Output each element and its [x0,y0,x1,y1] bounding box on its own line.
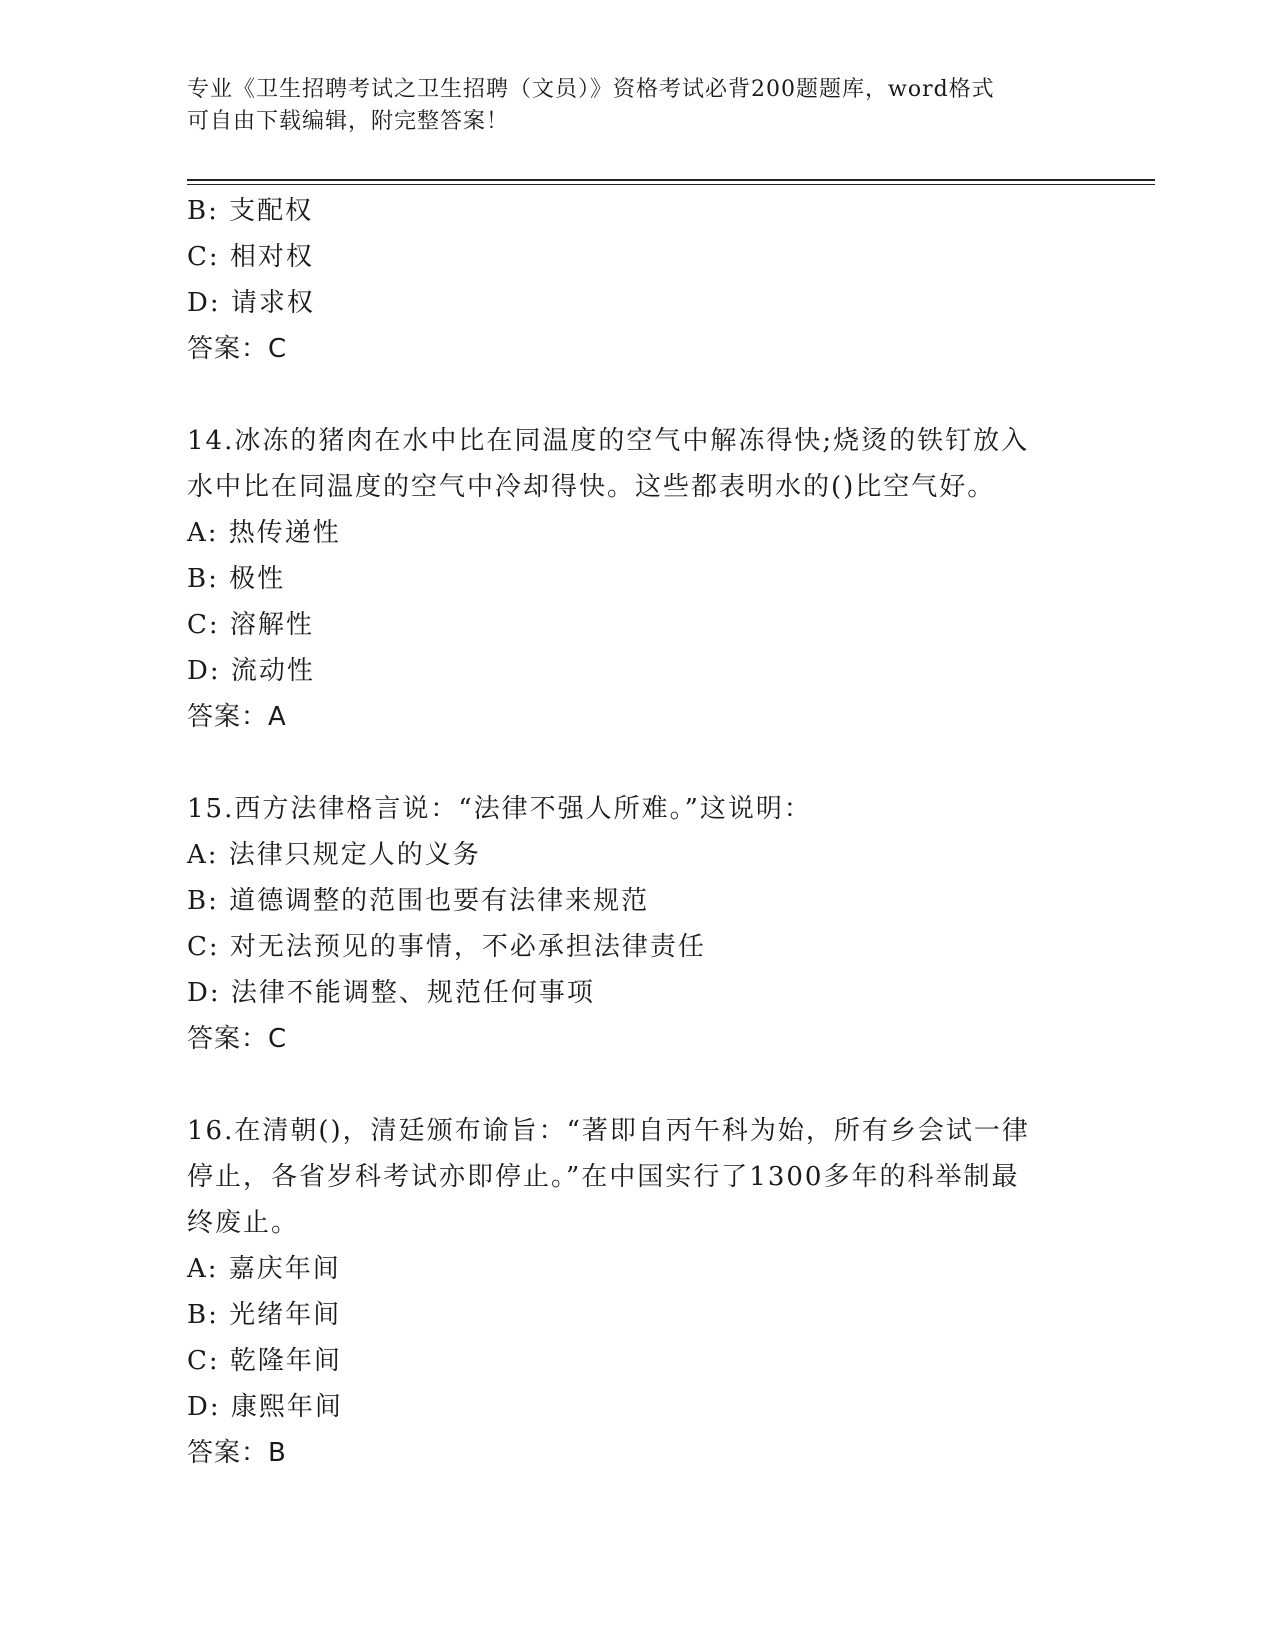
option-b: B: 极性 [187,564,286,594]
question-text-line: 停止，各省岁科考试亦即停止。”在中国实行了1300多年的科举制最 [187,1162,1020,1192]
option-b: B: 支配权 [187,196,314,226]
option-d: D: 请求权 [187,288,315,318]
answer-line: 答案：B [187,1438,287,1468]
header-line-2: 可自由下载编辑，附完整答案！ [187,109,510,134]
question-16 [187,1108,1087,1476]
header-line-1: 专业《卫生招聘考试之卫生招聘（文员）》资格考试必背200题题库，word格式 [187,77,995,102]
option-c: C: 溶解性 [187,610,314,640]
option-c: C: 对无法预见的事情，不必承担法律责任 [187,932,706,962]
answer-line: 答案：C [187,334,288,364]
option-c: C: 相对权 [187,242,314,272]
option-d: D: 康熙年间 [187,1392,343,1422]
question-text-line: 终废止。 [187,1208,300,1238]
option-b: B: 道德调整的范围也要有法律来规范 [187,886,650,916]
header-divider-thin [187,184,1155,185]
option-c: C: 乾隆年间 [187,1346,342,1376]
question-text-line: 水中比在同温度的空气中冷却得快。这些都表明水的()比空气好。 [187,472,996,502]
prev-question-block [187,188,1087,372]
option-a: A: 法律只规定人的义务 [187,840,481,870]
question-text-line: 15.西方法律格言说：“法律不强人所难。”这说明： [187,794,812,824]
question-text-line: 16.在清朝()，清廷颁布谕旨：“著即自丙午科为始，所有乡会试一律 [187,1116,1030,1146]
answer-line: 答案：A [187,702,287,732]
question-list [187,188,1087,1476]
option-d: D: 流动性 [187,656,315,686]
question-text-line: 14.冰冻的猪肉在水中比在同温度的空气中解冻得快;烧烫的铁钉放入 [187,426,1030,456]
option-b: B: 光绪年间 [187,1300,342,1330]
answer-line: 答案：C [187,1024,288,1054]
document-header [187,74,1067,138]
option-a: A: 嘉庆年间 [187,1254,341,1284]
question-15 [187,786,1087,1062]
question-14 [187,418,1087,740]
header-divider-thick [187,179,1155,181]
option-a: A: 热传递性 [187,518,341,548]
option-d: D: 法律不能调整、规范任何事项 [187,978,595,1008]
